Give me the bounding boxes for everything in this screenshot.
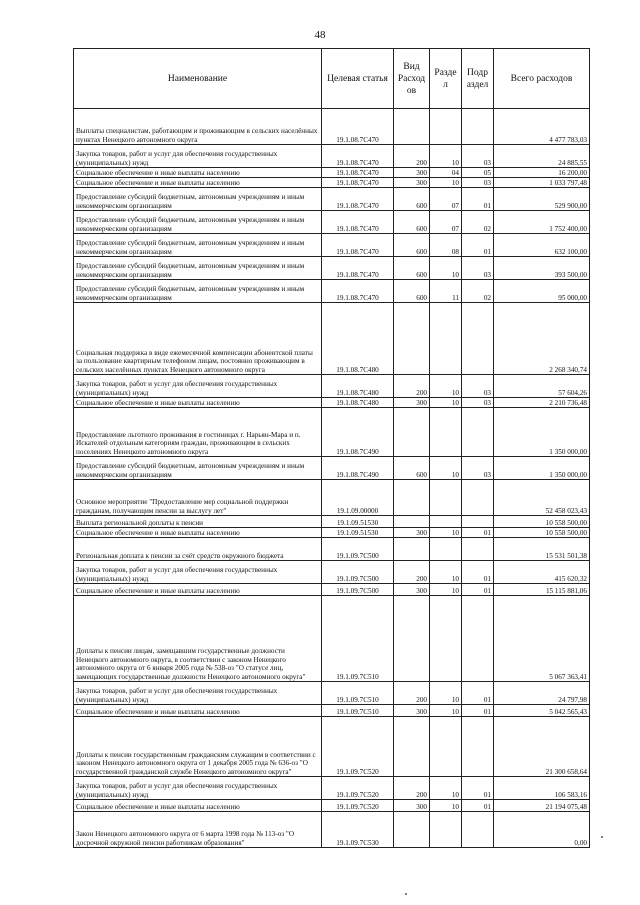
table-row — [74, 234, 590, 257]
row-subsection: 03 — [462, 375, 494, 398]
row-subsection: 03 — [462, 178, 494, 188]
row-name: Региональная доплата к пенсии за счёт средств окружного бюджета — [74, 538, 322, 561]
row-type: 300 — [394, 705, 430, 717]
row-type: 200 — [394, 375, 430, 398]
row-article: 19.1.08.7С470 — [322, 168, 394, 178]
table-row — [74, 561, 590, 584]
row-subsection — [462, 717, 494, 777]
row-subsection: 03 — [462, 398, 494, 408]
row-subsection — [462, 408, 494, 457]
row-name: Предоставление субсидий бюджетным, автономным учреждениям и иным некоммерческим организациям — [74, 211, 322, 234]
header-section: Разде л — [430, 49, 462, 109]
table-row — [74, 596, 590, 682]
row-section: 10 — [430, 561, 462, 584]
row-section — [430, 109, 462, 145]
row-subsection: 01 — [462, 234, 494, 257]
row-type: 200 — [394, 145, 430, 168]
row-name: Социальное обеспечение и иные выплаты населению — [74, 178, 322, 188]
row-section: 10 — [430, 178, 462, 188]
row-subsection — [462, 812, 494, 848]
table-row — [74, 516, 590, 528]
row-name: Закупка товаров, работ и услуг для обеспечения государственных (муниципальных) нужд — [74, 777, 322, 800]
row-subsection — [462, 109, 494, 145]
row-article: 19.1.08.7С470 — [322, 257, 394, 280]
row-total: 10 558 500,00 — [494, 516, 590, 528]
row-type: 600 — [394, 280, 430, 303]
row-total: 0,00 — [494, 812, 590, 848]
row-section — [430, 480, 462, 516]
row-article: 19.1.08.7С470 — [322, 109, 394, 145]
header-name: Наименование — [74, 49, 322, 109]
table-row — [74, 457, 590, 480]
row-type — [394, 516, 430, 528]
row-total: 415 620,32 — [494, 561, 590, 584]
table-row — [74, 145, 590, 168]
row-subsection — [462, 538, 494, 561]
row-total: 10 558 500,00 — [494, 528, 590, 538]
row-subsection: 02 — [462, 211, 494, 234]
row-subsection: 03 — [462, 457, 494, 480]
row-subsection: 01 — [462, 561, 494, 584]
row-section: 10 — [430, 682, 462, 705]
row-article: 19.1.08.7С470 — [322, 211, 394, 234]
row-total: 24 797,98 — [494, 682, 590, 705]
row-type: 600 — [394, 257, 430, 280]
row-subsection — [462, 596, 494, 682]
row-name: Закупка товаров, работ и услуг для обеспечения государственных (муниципальных) нужд — [74, 561, 322, 584]
row-total: 106 583,16 — [494, 777, 590, 800]
row-type: 300 — [394, 178, 430, 188]
row-type: 300 — [394, 168, 430, 178]
row-type: 600 — [394, 188, 430, 211]
row-total: 2 268 340,74 — [494, 303, 590, 375]
table-row — [74, 168, 590, 178]
row-section: 10 — [430, 457, 462, 480]
row-total: 1 752 400,00 — [494, 211, 590, 234]
row-article: 19.1.09.7С520 — [322, 800, 394, 812]
table-row — [74, 188, 590, 211]
table-row — [74, 717, 590, 777]
scan-speck — [405, 893, 407, 895]
row-subsection: 01 — [462, 584, 494, 596]
header-article: Целевая статья — [322, 49, 394, 109]
row-type — [394, 812, 430, 848]
row-article: 19.1.08.7С480 — [322, 303, 394, 375]
table-row — [74, 800, 590, 812]
row-section — [430, 516, 462, 528]
scan-speck — [601, 836, 603, 838]
row-type: 200 — [394, 682, 430, 705]
row-type: 200 — [394, 561, 430, 584]
row-section — [430, 538, 462, 561]
row-section: 10 — [430, 257, 462, 280]
row-total: 15 531 501,38 — [494, 538, 590, 561]
row-article: 19.1.09.7С520 — [322, 717, 394, 777]
row-name: Социальная поддержка в виде ежемесячной компенсации абонентской платы за пользование квартирным телефоном лицам, постоянно проживающим в сельских населённых пунктах Ненецкого автономного округа — [74, 303, 322, 375]
row-article: 19.1.08.7С470 — [322, 188, 394, 211]
row-name: Основное мероприятие "Предоставление мер социальной поддержки гражданам, получающим пенсии за выслугу лет" — [74, 480, 322, 516]
row-section — [430, 596, 462, 682]
row-subsection: 05 — [462, 168, 494, 178]
table-row — [74, 280, 590, 303]
row-section — [430, 717, 462, 777]
row-subsection — [462, 303, 494, 375]
row-section: 10 — [430, 375, 462, 398]
row-name: Предоставление субсидий бюджетным, автономным учреждениям и иным некоммерческим организациям — [74, 457, 322, 480]
row-total: 24 885,55 — [494, 145, 590, 168]
row-total: 16 200,00 — [494, 168, 590, 178]
row-total: 52 458 023,43 — [494, 480, 590, 516]
header-total: Всего расходов — [494, 49, 590, 109]
row-article: 19.1.09.7С510 — [322, 596, 394, 682]
row-name: Доплаты к пенсии государственным гражданским служащим в соответствии с законом Ненецкого автономного округа от 1 декабря 2005 года № 636-оз "О государственной гражданской службе Ненецкого автономного округа" — [74, 717, 322, 777]
row-article: 19.1.09.7С500 — [322, 538, 394, 561]
row-name: Предоставление льготного проживания в гостиницах г. Нарьян-Мара и п. Искателей отдельным категориям граждан, проживающим в сельских поселениях Ненецкого автономного округа — [74, 408, 322, 457]
row-subsection: 01 — [462, 188, 494, 211]
row-type: 600 — [394, 234, 430, 257]
table-row — [74, 408, 590, 457]
row-subsection: 02 — [462, 280, 494, 303]
row-article: 19.1.08.7С490 — [322, 457, 394, 480]
row-section — [430, 303, 462, 375]
table-row — [74, 375, 590, 398]
row-total: 1 033 797,48 — [494, 178, 590, 188]
table-row — [74, 398, 590, 408]
page-number: 48 — [314, 29, 326, 41]
row-name: Социальное обеспечение и иные выплаты населению — [74, 584, 322, 596]
row-subsection: 03 — [462, 257, 494, 280]
table-row — [74, 528, 590, 538]
table-row — [74, 538, 590, 561]
row-article: 19.1.09.51530 — [322, 528, 394, 538]
table-row — [74, 480, 590, 516]
row-article: 19.1.09.7С510 — [322, 705, 394, 717]
table-row — [74, 705, 590, 717]
row-article: 19.1.08.7С480 — [322, 375, 394, 398]
row-subsection: 01 — [462, 705, 494, 717]
row-name: Доплаты к пенсии лицам, замещавшим государственные должности Ненецкого автономного округа, в соответствии с законом Ненецкого автономного округа от 6 января 2005 года № 538-оз "О статусе лиц, замещающих государственные должности Ненецкого автономного округа" — [74, 596, 322, 682]
row-section: 07 — [430, 188, 462, 211]
row-section: 10 — [430, 145, 462, 168]
row-type — [394, 480, 430, 516]
row-article: 19.1.09.00000 — [322, 480, 394, 516]
row-type — [394, 596, 430, 682]
row-section: 10 — [430, 800, 462, 812]
row-section: 07 — [430, 211, 462, 234]
row-type: 300 — [394, 800, 430, 812]
row-article: 19.1.08.7С470 — [322, 178, 394, 188]
row-total: 529 900,00 — [494, 188, 590, 211]
row-subsection — [462, 480, 494, 516]
row-total: 21 300 658,64 — [494, 717, 590, 777]
row-section: 10 — [430, 705, 462, 717]
row-total: 2 210 736,48 — [494, 398, 590, 408]
table-row — [74, 211, 590, 234]
row-total: 5 067 363,41 — [494, 596, 590, 682]
row-article: 19.1.08.7С470 — [322, 280, 394, 303]
row-article: 19.1.08.7С470 — [322, 145, 394, 168]
table-row — [74, 682, 590, 705]
row-name: Социальное обеспечение и иные выплаты населению — [74, 398, 322, 408]
row-total: 393 500,00 — [494, 257, 590, 280]
row-type — [394, 303, 430, 375]
row-subsection: 01 — [462, 682, 494, 705]
row-subsection: 01 — [462, 800, 494, 812]
table-header-row — [74, 49, 590, 109]
row-total: 5 042 565,43 — [494, 705, 590, 717]
table-row — [74, 812, 590, 848]
row-total: 95 000,00 — [494, 280, 590, 303]
row-name: Закупка товаров, работ и услуг для обеспечения государственных (муниципальных) нужд — [74, 145, 322, 168]
row-type — [394, 109, 430, 145]
header-subsection: Подр аздел — [462, 49, 494, 109]
row-name: Социальное обеспечение и иные выплаты населению — [74, 168, 322, 178]
row-name: Социальное обеспечение и иные выплаты населению — [74, 800, 322, 812]
row-type — [394, 408, 430, 457]
row-article: 19.1.08.7С480 — [322, 398, 394, 408]
row-type — [394, 717, 430, 777]
row-total: 632 100,00 — [494, 234, 590, 257]
row-article: 19.1.09.51530 — [322, 516, 394, 528]
row-section — [430, 812, 462, 848]
row-type: 600 — [394, 457, 430, 480]
row-subsection — [462, 516, 494, 528]
table-row — [74, 777, 590, 800]
row-total: 15 115 881,06 — [494, 584, 590, 596]
row-type: 600 — [394, 211, 430, 234]
table-row — [74, 257, 590, 280]
row-name: Закупка товаров, работ и услуг для обеспечения государственных (муниципальных) нужд — [74, 375, 322, 398]
row-type: 300 — [394, 398, 430, 408]
row-name: Выплата региональной доплаты к пенсии — [74, 516, 322, 528]
row-name: Выплаты специалистам, работающим и проживающим в сельских населённых пунктах Ненецкого автономного округа — [74, 109, 322, 145]
row-name: Закон Ненецкого автономного округа от 6 марта 1998 года № 113-оз "О досрочной окружной пенсии работникам образования" — [74, 812, 322, 848]
table-row — [74, 178, 590, 188]
row-article: 19.1.09.7С530 — [322, 812, 394, 848]
table-row — [74, 584, 590, 596]
row-name: Закупка товаров, работ и услуг для обеспечения государственных (муниципальных) нужд — [74, 682, 322, 705]
header-type: Вид Расход ов — [394, 49, 430, 109]
row-subsection: 03 — [462, 145, 494, 168]
row-subsection: 01 — [462, 528, 494, 538]
row-type: 300 — [394, 584, 430, 596]
row-section: 10 — [430, 528, 462, 538]
row-article: 19.1.08.7С490 — [322, 408, 394, 457]
row-section — [430, 408, 462, 457]
row-name: Предоставление субсидий бюджетным, автономным учреждениям и иным некоммерческим организациям — [74, 280, 322, 303]
row-section: 10 — [430, 398, 462, 408]
budget-table — [73, 48, 590, 848]
row-section: 10 — [430, 584, 462, 596]
row-name: Социальное обеспечение и иные выплаты населению — [74, 705, 322, 717]
row-section: 10 — [430, 777, 462, 800]
row-total: 1 350 000,00 — [494, 408, 590, 457]
row-section: 04 — [430, 168, 462, 178]
row-section: 11 — [430, 280, 462, 303]
row-total: 21 194 075,48 — [494, 800, 590, 812]
row-total: 4 477 783,03 — [494, 109, 590, 145]
row-article: 19.1.09.7С500 — [322, 584, 394, 596]
row-name: Предоставление субсидий бюджетным, автономным учреждениям и иным некоммерческим организациям — [74, 188, 322, 211]
row-name: Социальное обеспечение и иные выплаты населению — [74, 528, 322, 538]
row-name: Предоставление субсидий бюджетным, автономным учреждениям и иным некоммерческим организациям — [74, 234, 322, 257]
row-total: 1 350 000,00 — [494, 457, 590, 480]
row-article: 19.1.09.7С510 — [322, 682, 394, 705]
row-type: 300 — [394, 528, 430, 538]
row-subsection: 01 — [462, 777, 494, 800]
row-section: 08 — [430, 234, 462, 257]
table-row — [74, 109, 590, 145]
row-article: 19.1.09.7С500 — [322, 561, 394, 584]
row-type: 200 — [394, 777, 430, 800]
row-name: Предоставление субсидий бюджетным, автономным учреждениям и иным некоммерческим организациям — [74, 257, 322, 280]
row-type — [394, 538, 430, 561]
row-total: 57 604,26 — [494, 375, 590, 398]
row-article: 19.1.08.7С470 — [322, 234, 394, 257]
row-article: 19.1.09.7С520 — [322, 777, 394, 800]
table-row — [74, 303, 590, 375]
